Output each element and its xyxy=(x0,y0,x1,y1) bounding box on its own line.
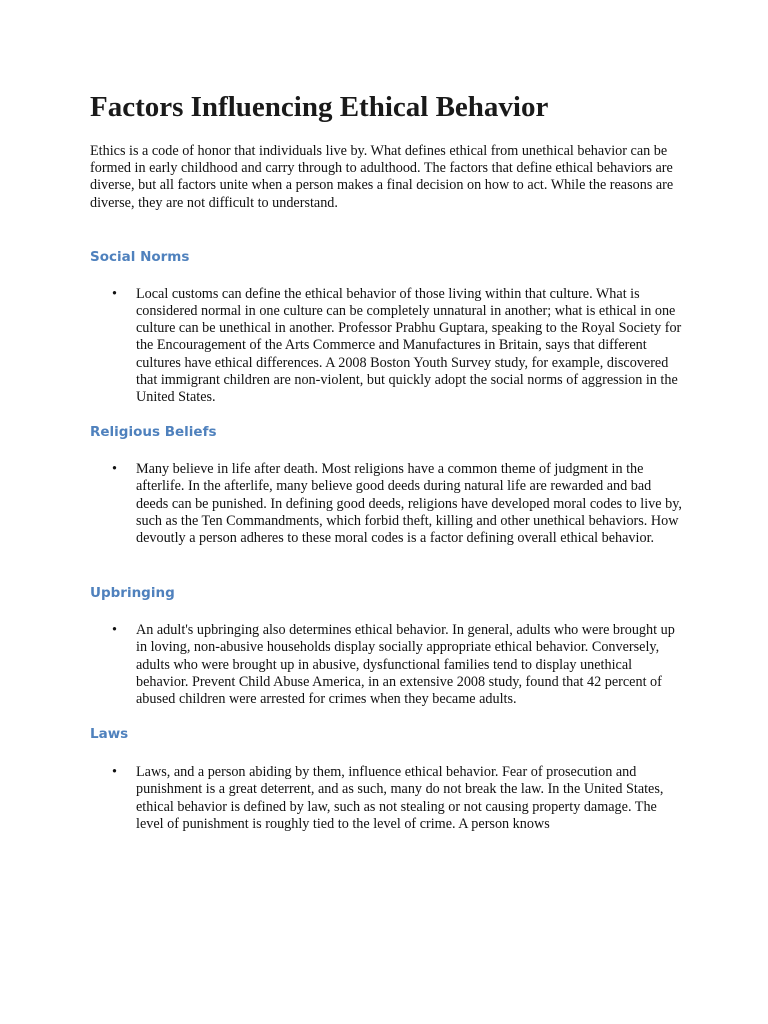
section-heading-religious-beliefs: Religious Beliefs xyxy=(90,424,217,441)
section-heading-upbringing: Upbringing xyxy=(90,585,175,602)
section-list-upbringing xyxy=(90,622,682,708)
bullet-text: Local customs can define the ethical behavior of those living within that culture. What is considered normal in one culture can be completely unnatural in another; what is ethical in one culture can be unethical in another. Professor Prabhu Guptara, speaking to the Royal Society for the Encouragement of the Arts Commerce and Manufactures in Britain, says that different cultures have ethical differences. A 2008 Boston Youth Survey study, for example, discovered that immigrant children are non-violent, but quickly adopt the social norms of aggression in the United States. xyxy=(136,285,682,406)
bullet-icon: • xyxy=(112,764,117,781)
bullet-icon: • xyxy=(112,285,117,302)
list-item xyxy=(90,461,682,547)
list-item xyxy=(90,764,682,833)
section-list-social-norms xyxy=(90,286,682,406)
bullet-icon: • xyxy=(112,461,117,478)
intro-paragraph: Ethics is a code of honor that individuals live by. What defines ethical from unethical behavior can be formed in early childhood and carry through to adulthood. The factors that define ethical behaviors are diverse, but all factors unite when a person makes a final decision on how to act. While the reasons are diverse, they are not difficult to understand. xyxy=(90,143,674,211)
bullet-icon: • xyxy=(112,622,117,639)
bullet-text: Laws, and a person abiding by them, influence ethical behavior. Fear of prosecution and punishment is a great deterrent, and as such, many do not break the law. In the United States, ethical behavior is defined by law, such as not stealing or not causing property damage. The level of punishment is roughly tied to the level of crime. A person knows xyxy=(136,764,664,832)
section-list-laws xyxy=(90,764,682,833)
section-heading-laws: Laws xyxy=(90,726,129,743)
document-title: Factors Influencing Ethical Behavior xyxy=(90,91,549,123)
list-item xyxy=(90,622,682,708)
section-list-religious-beliefs xyxy=(90,461,682,547)
list-item xyxy=(90,286,682,406)
bullet-text: Many believe in life after death. Most religions have a common theme of judgment in the afterlife. In the afterlife, many believe good deeds during natural life are rewarded and bad deeds can be punished. In defining good deeds, religions have developed moral codes to live by, such as the Ten Commandments, which forbid theft, killing and other unethical behaviors. How devoutly a person adheres to these moral codes is a factor defining overall ethical behavior. xyxy=(136,461,682,547)
bullet-text: An adult's upbringing also determines ethical behavior. In general, adults who were brought up in loving, non-abusive households display socially appropriate ethical behavior. Conversely, adults who were brought up in abusive, dysfunctional families tend to display unethical behavior. Prevent Child Abuse America, in an extensive 2008 study, found that 42 percent of abused children were arrested for crimes when they became adults. xyxy=(136,622,675,708)
section-heading-social-norms: Social Norms xyxy=(90,248,190,265)
